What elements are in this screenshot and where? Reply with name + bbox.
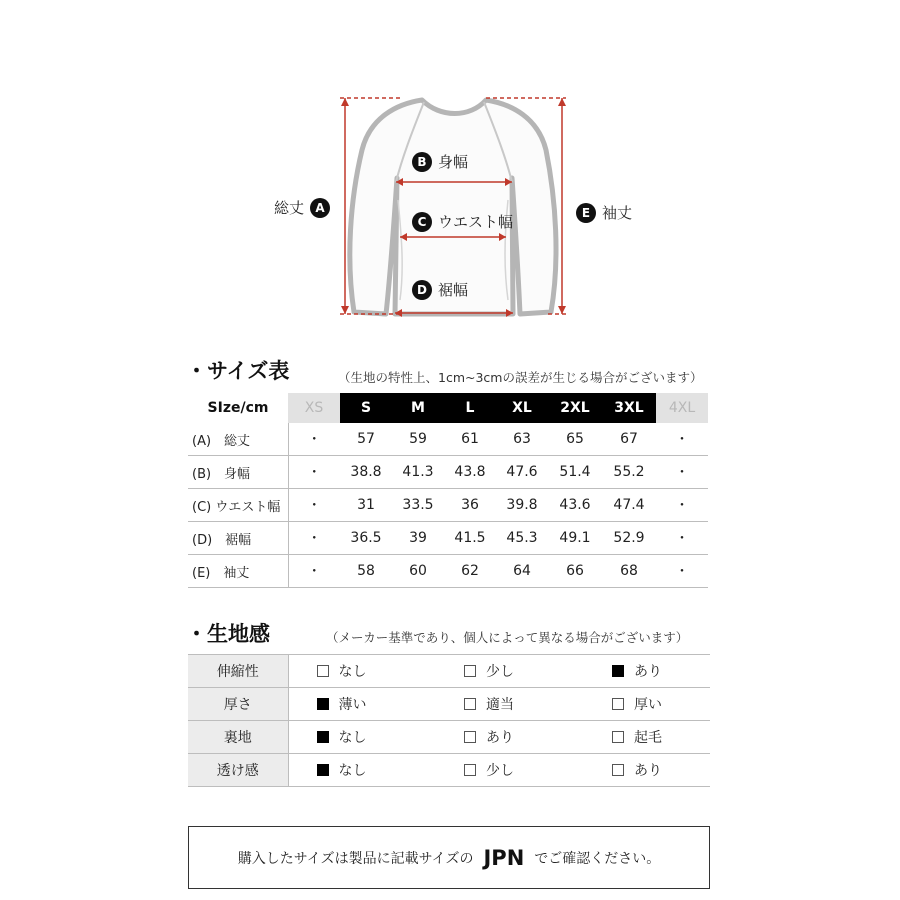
size-section-title: ・サイズ表	[186, 359, 290, 383]
fabric-row-label: 裏地	[188, 721, 288, 754]
table-cell: 60	[392, 555, 444, 588]
checkbox-empty-icon	[612, 698, 624, 710]
checkbox-filled-icon	[317, 764, 329, 776]
size-col-xs: XS	[288, 393, 340, 423]
notice-text-after: でご確認ください。	[534, 850, 661, 867]
table-cell: 41.5	[444, 522, 496, 555]
fabric-option	[436, 655, 584, 688]
row-label: (A) 総丈	[188, 423, 288, 456]
notice-emphasis: JPN	[483, 845, 525, 870]
fabric-option	[584, 688, 710, 721]
table-cell: 47.6	[496, 456, 548, 489]
checkbox-empty-icon	[612, 764, 624, 776]
garment-measurement-diagram	[0, 0, 900, 340]
table-cell: 63	[496, 423, 548, 456]
table-row	[188, 522, 708, 555]
label-text: 裾幅	[438, 281, 469, 299]
table-cell: 43.8	[444, 456, 496, 489]
label-sleeve-length	[576, 202, 632, 223]
option-text: あり	[634, 664, 662, 680]
checkbox-empty-icon	[464, 665, 476, 677]
table-cell: 38.8	[340, 456, 392, 489]
badge-c-icon: C	[412, 212, 432, 232]
size-col-2xl: 2XL	[548, 393, 602, 423]
table-cell: ・	[656, 522, 708, 555]
table-cell: 66	[548, 555, 602, 588]
notice-text-before: 購入したサイズは製品に記載サイズの	[237, 850, 474, 867]
checkbox-empty-icon	[612, 731, 624, 743]
row-label: (D) 裾幅	[188, 522, 288, 555]
table-cell: 45.3	[496, 522, 548, 555]
table-cell: 57	[340, 423, 392, 456]
fabric-option	[584, 721, 710, 754]
option-text: 少し	[486, 763, 514, 779]
table-cell: 36	[444, 489, 496, 522]
table-cell: 43.6	[548, 489, 602, 522]
label-hem-width	[412, 279, 468, 300]
fabric-row-label: 透け感	[188, 754, 288, 787]
size-col-xl: XL	[496, 393, 548, 423]
table-cell: 59	[392, 423, 444, 456]
table-row	[188, 423, 708, 456]
table-cell: 65	[548, 423, 602, 456]
table-row	[188, 489, 708, 522]
fabric-table	[188, 654, 710, 787]
size-table	[188, 393, 708, 588]
fabric-option	[288, 721, 436, 754]
checkbox-filled-icon	[317, 731, 329, 743]
table-cell: 39.8	[496, 489, 548, 522]
checkbox-empty-icon	[464, 731, 476, 743]
size-header-label: SIze/cm	[188, 393, 288, 423]
row-label: (E) 袖丈	[188, 555, 288, 588]
size-header-row	[188, 393, 708, 423]
badge-a-icon: A	[310, 198, 330, 218]
size-col-m: M	[392, 393, 444, 423]
table-cell: 51.4	[548, 456, 602, 489]
table-cell: ・	[656, 555, 708, 588]
fabric-section-title: ・生地感	[186, 622, 270, 646]
row-label: (C) ウエスト幅	[188, 489, 288, 522]
table-cell: 39	[392, 522, 444, 555]
size-col-l: L	[444, 393, 496, 423]
label-chest-width	[412, 151, 468, 172]
label-text: 身幅	[438, 153, 469, 171]
option-text: なし	[338, 730, 367, 746]
fabric-option	[436, 721, 584, 754]
fabric-row	[188, 721, 710, 754]
size-col-3xl: 3XL	[602, 393, 656, 423]
fabric-option	[288, 655, 436, 688]
fabric-row-label: 伸縮性	[188, 655, 288, 688]
table-cell: ・	[656, 489, 708, 522]
fabric-row	[188, 754, 710, 787]
checkbox-empty-icon	[464, 698, 476, 710]
fabric-option	[288, 688, 436, 721]
label-waist-width	[412, 211, 513, 232]
table-cell: 47.4	[602, 489, 656, 522]
checkbox-empty-icon	[317, 665, 329, 677]
table-cell: 58	[340, 555, 392, 588]
label-text: 袖丈	[602, 204, 633, 222]
table-cell: ・	[288, 522, 340, 555]
table-cell: ・	[288, 489, 340, 522]
option-text: あり	[486, 730, 514, 746]
table-cell: ・	[656, 456, 708, 489]
checkbox-filled-icon	[317, 698, 329, 710]
table-row	[188, 456, 708, 489]
badge-e-icon: E	[576, 203, 596, 223]
table-cell: 55.2	[602, 456, 656, 489]
fabric-option	[584, 655, 710, 688]
option-text: 起毛	[634, 730, 662, 746]
fabric-option	[436, 688, 584, 721]
fabric-row-label: 厚さ	[188, 688, 288, 721]
table-cell: 68	[602, 555, 656, 588]
table-cell: ・	[288, 555, 340, 588]
option-text: なし	[338, 763, 367, 779]
option-text: 少し	[486, 664, 514, 680]
checkbox-filled-icon	[612, 665, 624, 677]
fabric-section-note: （メーカー基準であり、個人によって異なる場合がございます）	[326, 630, 689, 645]
fabric-row	[188, 655, 710, 688]
size-col-s: S	[340, 393, 392, 423]
option-text: 適当	[486, 697, 514, 713]
table-cell: ・	[288, 456, 340, 489]
size-section-note: （生地の特性上、1cm~3cmの誤差が生じる場合がございます）	[338, 370, 703, 385]
table-cell: 64	[496, 555, 548, 588]
size-notice-box	[188, 826, 710, 889]
table-cell: 62	[444, 555, 496, 588]
table-cell: 61	[444, 423, 496, 456]
table-cell: 31	[340, 489, 392, 522]
table-cell: 41.3	[392, 456, 444, 489]
fabric-row	[188, 688, 710, 721]
option-text: あり	[634, 763, 662, 779]
table-cell: ・	[288, 423, 340, 456]
label-total-length	[274, 197, 330, 218]
option-text: 厚い	[634, 697, 662, 713]
size-col-4xl: 4XL	[656, 393, 708, 423]
fabric-option	[436, 754, 584, 787]
table-cell: 33.5	[392, 489, 444, 522]
table-cell: 52.9	[602, 522, 656, 555]
option-text: なし	[338, 664, 367, 680]
table-cell: 49.1	[548, 522, 602, 555]
table-cell: 36.5	[340, 522, 392, 555]
checkbox-empty-icon	[464, 764, 476, 776]
fabric-option	[584, 754, 710, 787]
fabric-option	[288, 754, 436, 787]
label-text: ウエスト幅	[438, 213, 514, 231]
option-text: 薄い	[338, 697, 367, 713]
row-label: (B) 身幅	[188, 456, 288, 489]
badge-b-icon: B	[412, 152, 432, 172]
badge-d-icon: D	[412, 280, 432, 300]
label-text: 総丈	[274, 199, 305, 217]
table-row	[188, 555, 708, 588]
table-cell: 67	[602, 423, 656, 456]
table-cell: ・	[656, 423, 708, 456]
